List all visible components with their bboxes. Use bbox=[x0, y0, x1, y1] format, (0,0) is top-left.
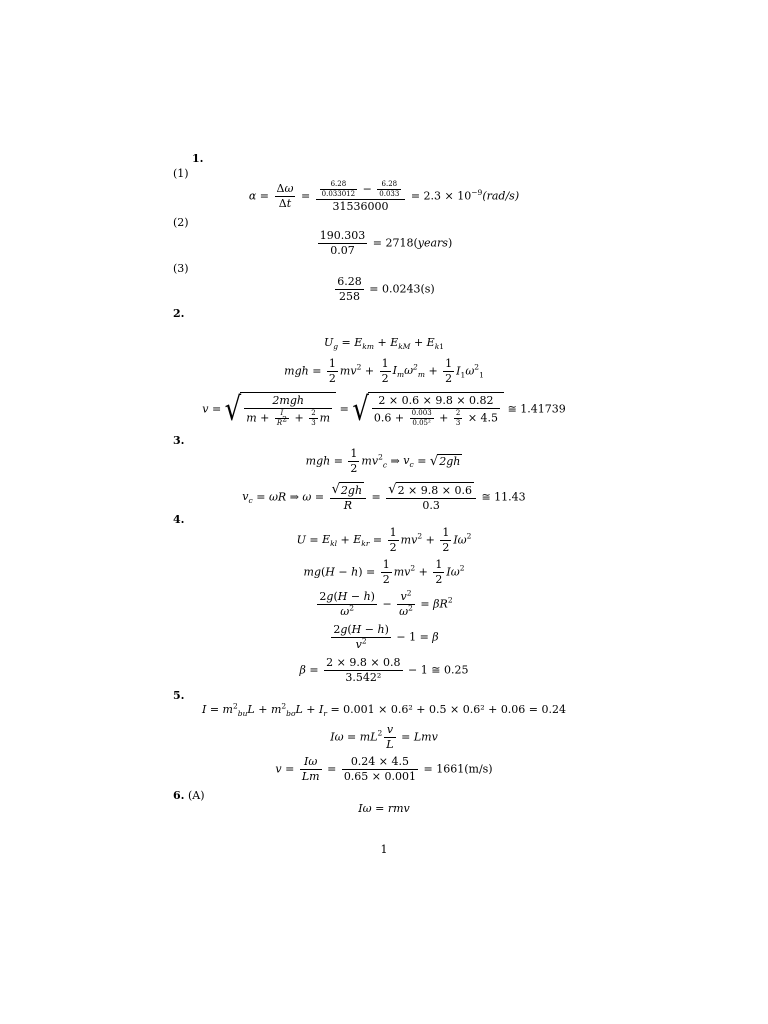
problem-6-part-label: (A) bbox=[187, 789, 205, 802]
angular-velocity-equation: $v_c = \omega R$ ⇒ ω = $\frac{√2gh}{R}$ = $\frac{√2 \times 9.8 \times 0.6}{0.3}$ ≅ 11.43 bbox=[242, 482, 526, 512]
beta-equation: $\frac{2g(H - h)}{v^2}$ − 1 = β bbox=[333, 623, 439, 651]
page-number: 1 bbox=[380, 843, 388, 856]
problem-3-number: 3. bbox=[173, 434, 185, 447]
period-equation: $\frac{6.28}{258}$ = 0.0243(s) bbox=[337, 275, 435, 303]
problem-5-number: 5. bbox=[173, 689, 185, 702]
free-fall-velocity-equation: mgh = $\frac{1}{2}$ $mv^2_c$ ⇒ $v_c = √2gh$ bbox=[305, 447, 461, 475]
kinetic-energy-equation: $U = E_{kl} + E_{kr}$ = $\frac{1}{2}$ $mv^2$ + $\frac{1}{2}$ $I\omega^2$ bbox=[296, 526, 472, 554]
alpha-equation: α = $\frac{\Delta\omega}{\Delta t}$ = $\frac{6.28}{0.033012}$ − $\frac{6.28}{0.033}$ 31536000 = $2.3 \times 10^{-9}(rad/s)$ bbox=[248, 180, 520, 213]
problem-6-number: 6. bbox=[173, 789, 185, 802]
problem-1-part-2-label: (2) bbox=[173, 216, 189, 229]
angular-momentum-equation: $I\omega = mL^2$ $\frac{v}{L}$ = Lmv bbox=[330, 723, 438, 751]
problem-1-number: 1. bbox=[192, 152, 204, 165]
problem-6-header bbox=[173, 789, 205, 802]
problem-2-number: 2. bbox=[173, 307, 185, 320]
beta-r-equation: $\frac{2g(H - h)}{\omega^2}$ − $\frac{v^2}{\omega^2}$ = $\beta R^2$ bbox=[319, 588, 453, 618]
problem-4-number: 4. bbox=[173, 513, 185, 526]
problem-1-part-3-label: (3) bbox=[173, 262, 189, 275]
problem-1-part-1-label: (1) bbox=[173, 167, 189, 180]
energy-balance-equation: $U_g = E_{km} + E_{kM} + E_{k1}$ bbox=[323, 336, 445, 352]
height-energy-equation: mg(H − h) = $\frac{1}{2}$ $mv^2$ + $\frac{1}{2}$ $I\omega^2$ bbox=[303, 558, 465, 586]
beta-value-equation: β = $\frac{2 \times 9.8 \times 0.8}{\text{3.542²}}$ − 1 ≅ 0.25 bbox=[299, 656, 469, 684]
years-equation: $\frac{190.303}{0.07}$ = 2718(years) bbox=[319, 229, 453, 257]
mgh-energy-equation: mgh = $\frac{1}{2}$ $mv^2$ + $\frac{1}{2}$ $I_m\omega^2_m$ + $\frac{1}{2}$ $I_1\omega^2_1$ bbox=[284, 357, 484, 385]
moment-of-inertia-equation: $I = m^2_{bu}L + m^2_{bo}L + I_r = 0.001 \times 0.6^2 + 0.5 \times 0.6^2 + 0.06 = 0.24$ bbox=[201, 701, 567, 719]
bullet-velocity-equation: v = $\frac{I\omega}{Lm}$ = $\frac{0.24 \times 4.5}{0.65 \times 0.001}$ = 1661(m/s) bbox=[275, 755, 493, 783]
velocity-equation: v = √ 2mgh m + $\frac{I}{R^2}$ + $\frac{2}{3}$ m = √ 2 × 0.6 × 9.8 × 0.82 0.6 + $\frac{0.003}{\text{0.05²}}$ + $\frac{2}{3}$ × 4.5 ≅ 1.41739 bbox=[202, 390, 566, 429]
angular-momentum-rmv-equation: Iω = rmv bbox=[358, 802, 410, 815]
